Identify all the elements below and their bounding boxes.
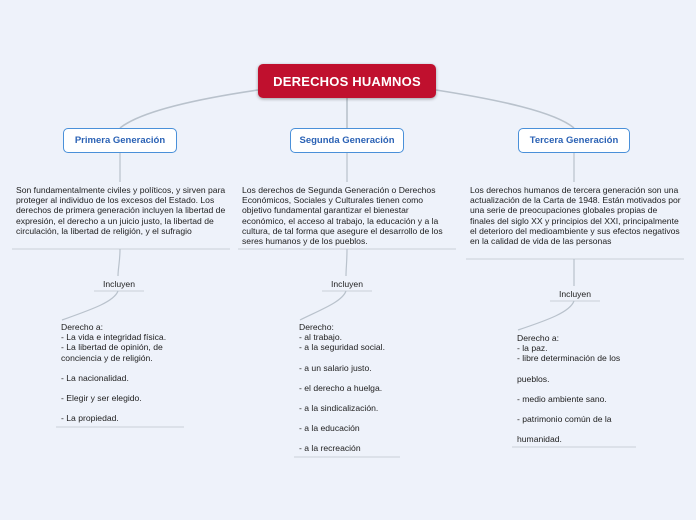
primera-rights-list (61, 322, 191, 423)
primera-description: Son fundamentalmente civiles y políticos, y sirven para proteger al individuo de los excesos del Estado. Los derechos de primera generación incluyen la libertad de expresión, el derecho a un juicio justo, la libertad de circulación, la libertad de religión, y el sufragio (16, 185, 226, 236)
branch-primera-label: Primera Generación (74, 135, 166, 146)
link-tercera-list (518, 301, 574, 330)
list-item: pueblos. (517, 373, 550, 384)
list-item: - Elegir y ser elegido. (61, 393, 142, 404)
list-item: - medio ambiente sano. (517, 393, 607, 404)
tercera-incluyen-label[interactable]: Incluyen (558, 289, 591, 299)
list-item: - patrimonio común de la (517, 414, 612, 425)
branch-segunda-generacion[interactable] (290, 128, 404, 153)
list-item: Derecho: - al trabajo. - a la seguridad social. (299, 322, 385, 353)
central-topic[interactable] (258, 64, 436, 98)
link-primera-incluyen (118, 249, 120, 276)
list-item: humanidad. (517, 434, 562, 445)
branch-tercera-generacion[interactable] (518, 128, 630, 153)
link-central-tercera (436, 90, 574, 128)
link-primera-list (62, 291, 118, 320)
primera-incluyen-label[interactable]: Incluyen (102, 279, 135, 289)
list-item: - La nacionalidad. (61, 372, 129, 383)
segunda-description: Los derechos de Segunda Generación o Derechos Económicos, Sociales y Culturales tienen como objetivo fundamental garantizar el bienestar económico, el acceso al trabajo, la educación y a la cultura, de tal forma que asegure el desarrollo de los seres humanos y de los pueblos. (242, 185, 443, 247)
list-item: - a un salario justo. (299, 362, 372, 373)
tercera-rights-list (517, 333, 647, 444)
list-item: - La propiedad. (61, 413, 119, 424)
list-item: - a la educación (299, 423, 360, 434)
branch-primera-generacion[interactable] (63, 128, 177, 153)
list-item: - a la recreación (299, 443, 361, 454)
segunda-rights-list (299, 322, 409, 454)
list-item: Derecho a: - La vida e integridad física. - La libertad de opinión, de conciencia y de religión. (61, 322, 167, 363)
list-item: - el derecho a huelga. (299, 382, 383, 393)
branch-segunda-label: Segunda Generación (299, 135, 395, 146)
segunda-incluyen-label[interactable]: Incluyen (330, 279, 363, 289)
tercera-description: Los derechos humanos de tercera generación son una actualización de la Carta de 1948. Están motivados por una serie de preocupaciones globales propias de finales del siglo XX y principios del XXI, principalmente el deterioro del medioambiente y sus efectos negativos en la calidad de vida de las personas (470, 185, 681, 247)
central-topic-label: DERECHOS HUAMNOS (273, 73, 421, 89)
link-segunda-incluyen (346, 249, 347, 276)
branch-tercera-label: Tercera Generación (529, 135, 619, 146)
list-item: - a la sindicalización. (299, 403, 379, 414)
list-item: Derecho a: - la paz. - libre determinación de los (517, 333, 621, 364)
link-central-primera (120, 90, 258, 128)
link-segunda-list (300, 291, 346, 320)
